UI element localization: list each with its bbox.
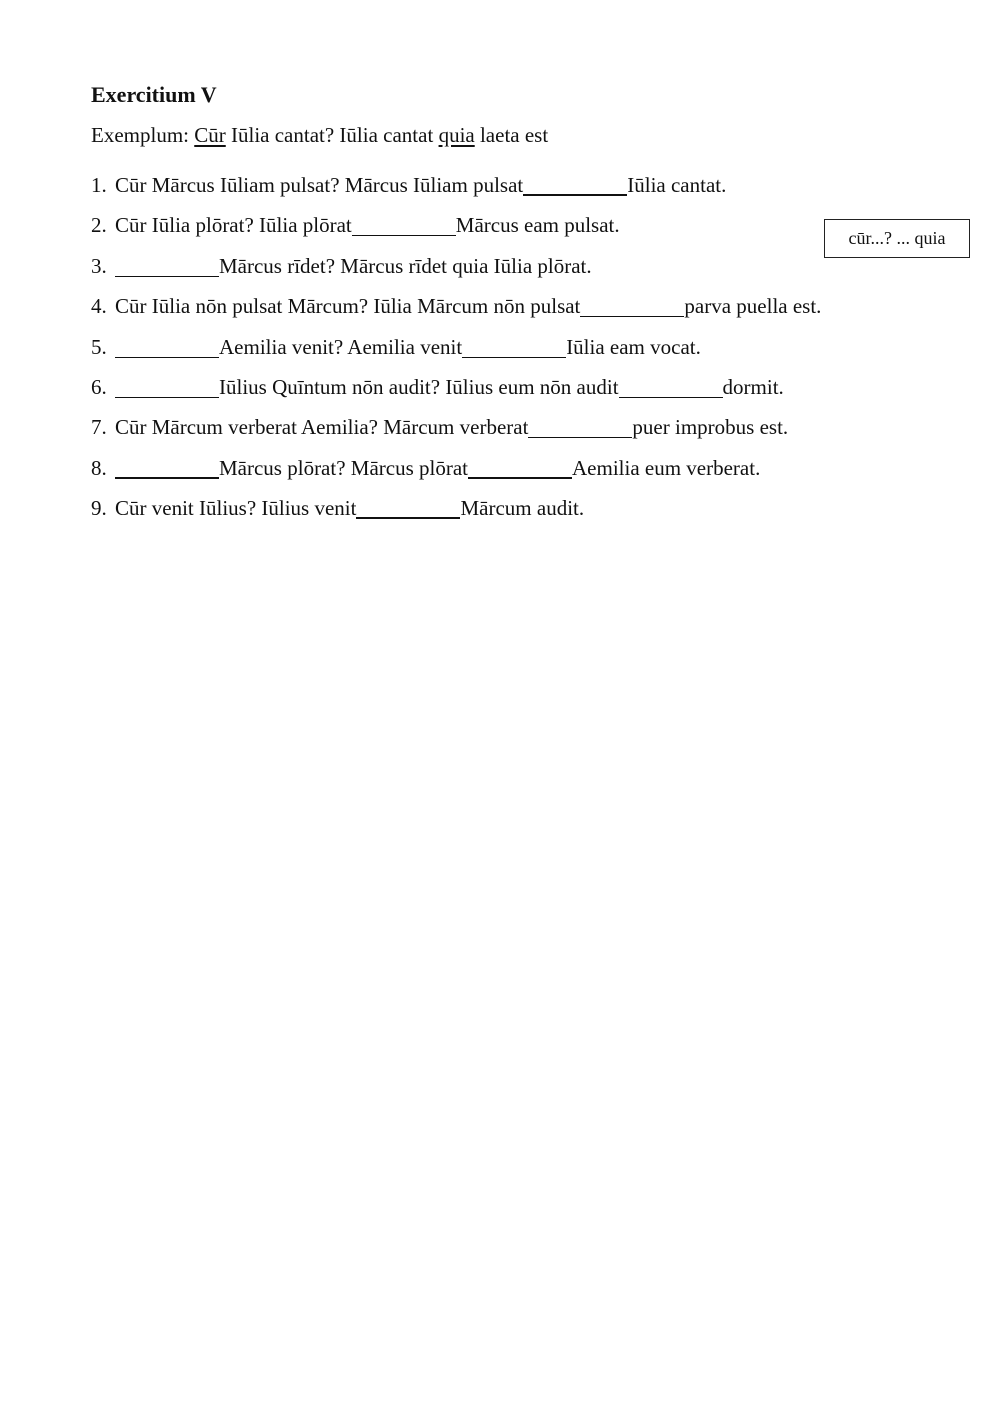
answer-blank[interactable] [528,417,632,438]
exercise-item-8 [91,455,971,495]
item-number: 6. [91,374,107,399]
example-question-word: Cūr [194,123,226,147]
item-text-before: Cūr venit Iūlius? Iūlius venit [115,496,357,521]
item-text-after: dormit. [722,374,784,399]
exercise-item-3 [91,253,971,293]
item-number: 1. [91,173,107,197]
answer-blank[interactable] [352,215,456,236]
example-answer-word: quia [438,123,475,147]
exercise-title: Exercitium V [91,82,217,107]
answer-blank[interactable] [580,296,684,317]
exercise-item-6 [91,374,971,414]
exercise-item-5 [91,334,971,374]
answer-blank[interactable] [356,497,460,519]
item-number: 8. [91,455,107,480]
answer-blank[interactable] [468,457,572,479]
exercise-item-1 [91,172,971,212]
example-middle: Iūlia cantat? Iūlia cantat [225,123,439,147]
item-text-middle: Iūlius Quīntum nōn audit? Iūlius eum nōn audit [219,374,619,399]
item-text-after: puer improbus est. [632,415,789,440]
exercise-item-7 [91,414,971,454]
answer-blank[interactable] [462,337,566,358]
item-text-after: Iūlia eam vocat. [566,334,701,359]
answer-blank[interactable] [523,174,627,196]
item-text-middle: Aemilia venit? Aemilia venit [219,334,463,359]
item-text-after: parva puella est. [684,294,822,319]
answer-blank[interactable] [115,337,219,358]
item-text-middle: Mārcus plōrat? Mārcus plōrat [219,455,468,480]
item-text-after: Mārcum audit. [460,496,585,521]
item-number: 4. [91,294,107,319]
item-number: 3. [91,253,107,278]
word-bank-box: cūr...? ... quia [824,219,970,258]
answer-blank[interactable] [619,377,723,398]
answer-blank[interactable] [115,377,219,398]
item-number: 7. [91,415,107,440]
item-text-after: Mārcus rīdet? Mārcus rīdet quia Iūlia plōrat. [219,253,592,278]
item-text-before: Cūr Mārcum verberat Aemilia? Mārcum verberat [115,415,529,440]
worksheet [91,82,971,536]
item-text-before: Cūr Iūlia nōn pulsat Mārcum? Iūlia Mārcum nōn pulsat [115,294,581,319]
item-text-after: Aemilia eum verberat. [572,455,761,480]
example-suffix: laeta est [474,123,549,147]
item-text-after: Mārcus eam pulsat. [455,213,620,238]
exercise-item-4 [91,293,971,333]
item-text-before: Cūr Iūlia plōrat? Iūlia plōrat [115,213,352,238]
item-number: 9. [91,496,107,521]
item-number: 2. [91,213,107,238]
answer-blank[interactable] [115,457,219,479]
item-text-before: Cūr Mārcus Iūliam pulsat? Mārcus Iūliam pulsat [115,173,524,197]
exercise-item-9 [91,495,971,535]
item-text-after: Iūlia cantat. [627,173,727,197]
answer-blank[interactable] [115,256,219,277]
example-prefix: Exemplum: [91,123,195,147]
example-sentence [91,122,971,148]
item-number: 5. [91,334,107,359]
